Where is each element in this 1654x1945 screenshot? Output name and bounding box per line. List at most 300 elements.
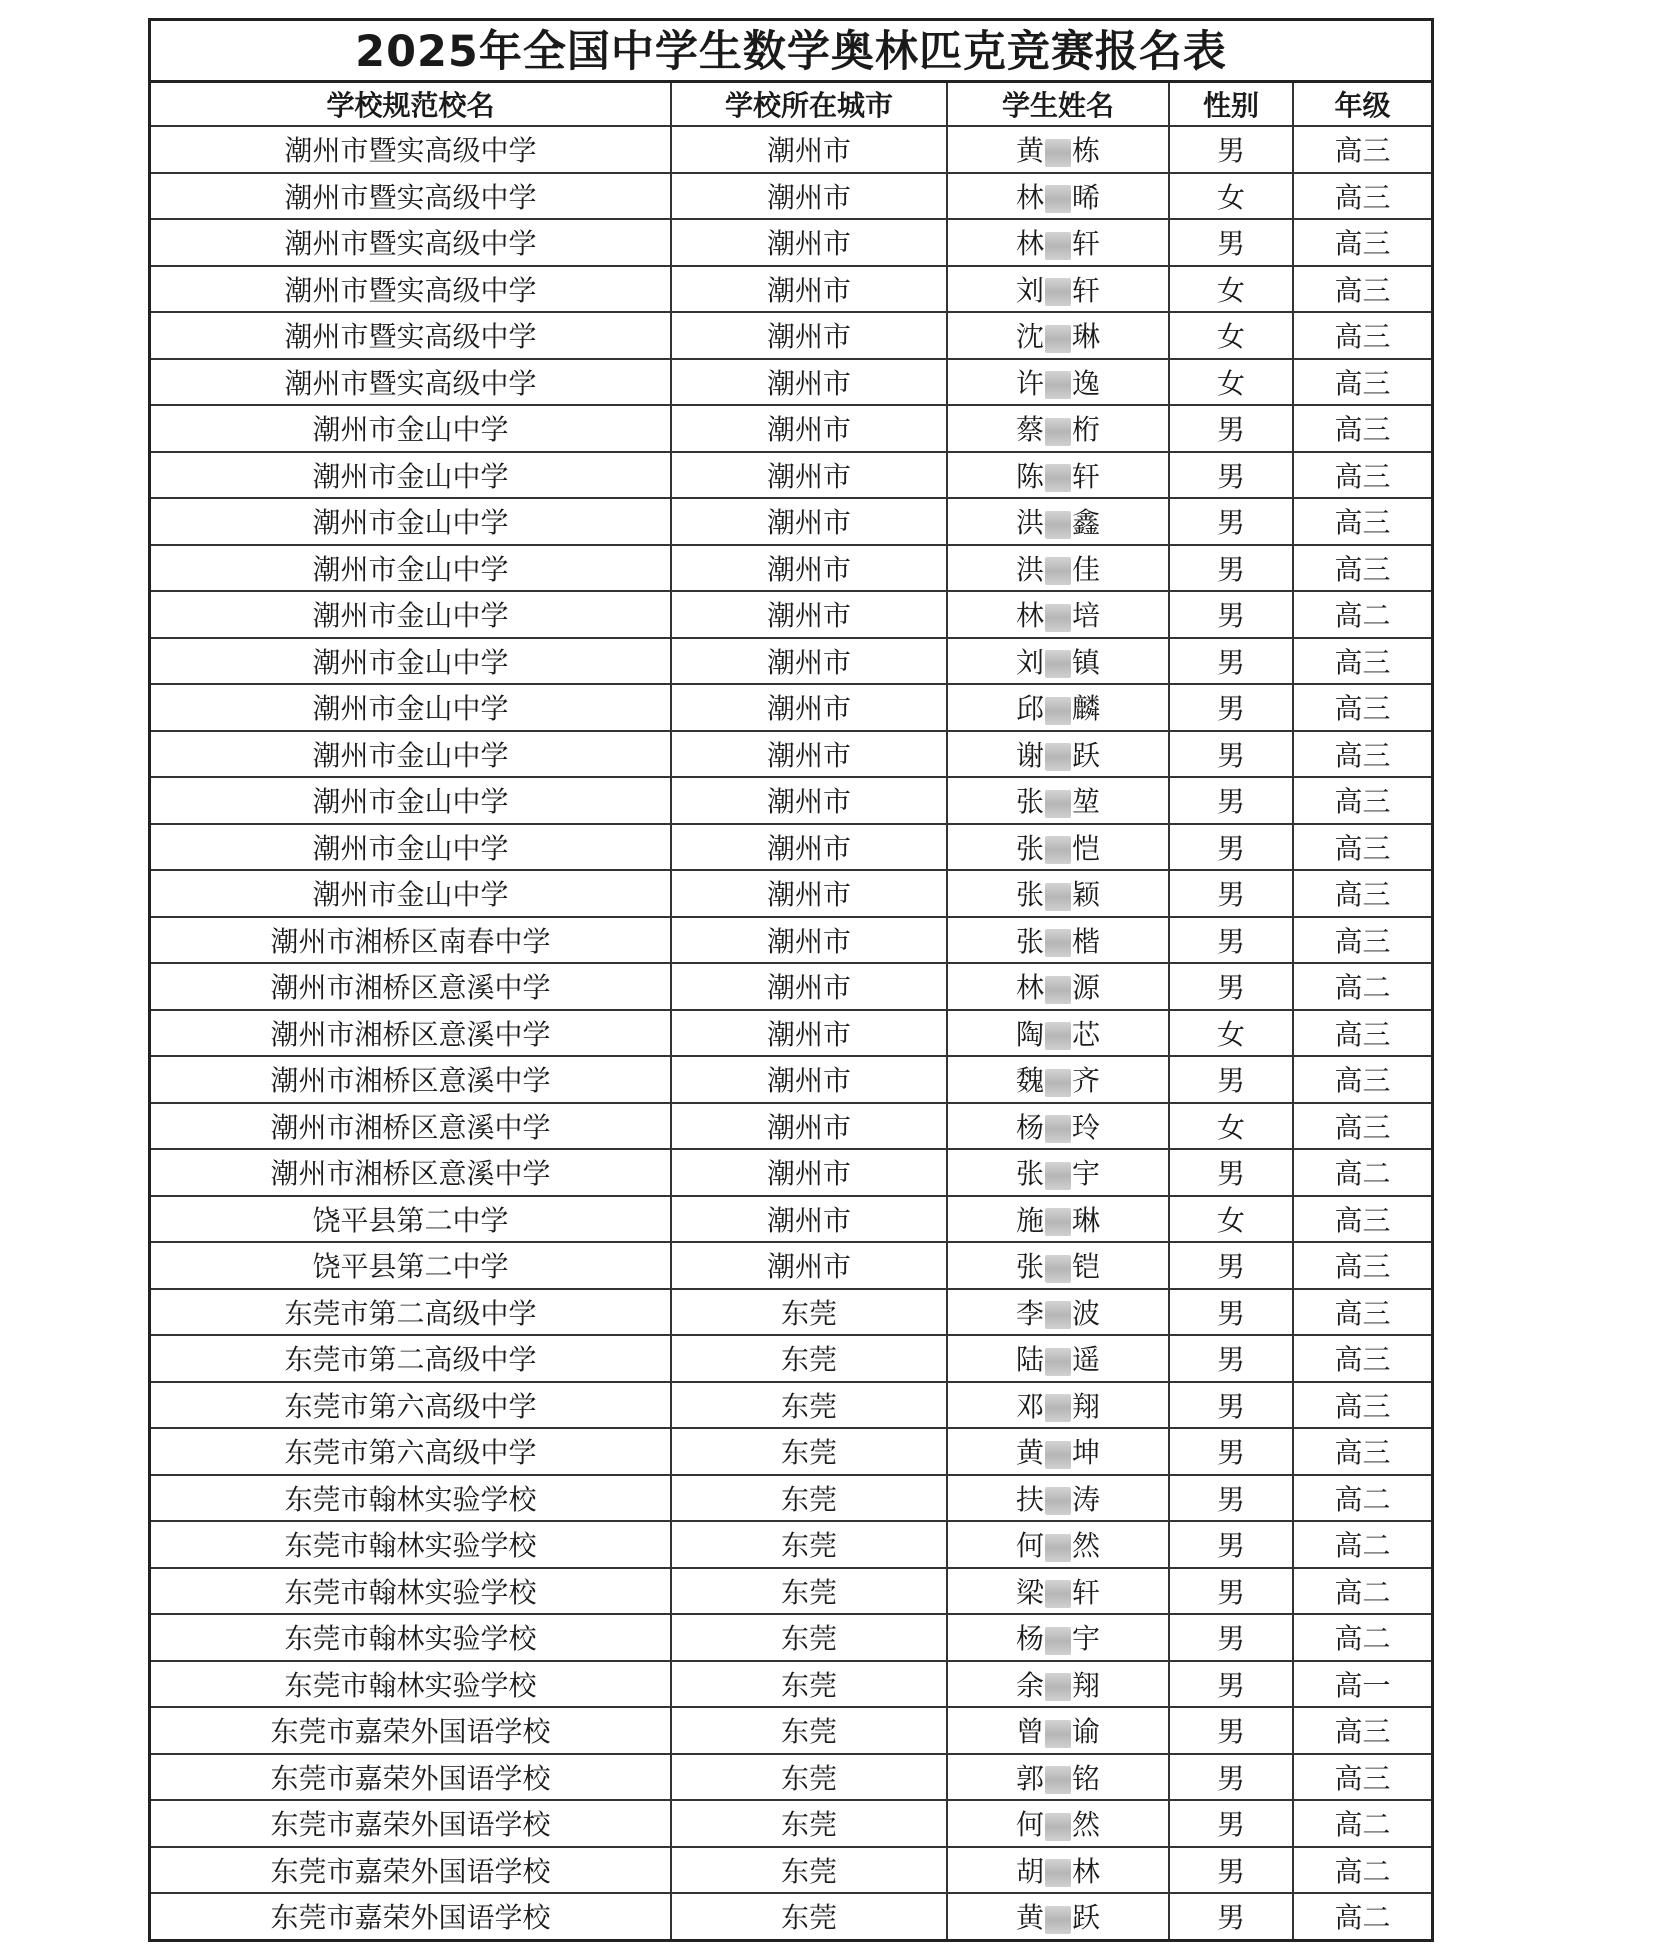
student-given-name: 逸 bbox=[1072, 366, 1101, 400]
grade-cell: 高三 bbox=[1293, 452, 1431, 499]
school-name-cell: 潮州市湘桥区意溪中学 bbox=[151, 1103, 671, 1150]
city-cell: 潮州市 bbox=[671, 545, 947, 592]
table-row bbox=[151, 1661, 1431, 1708]
student-given-name: 镇 bbox=[1072, 645, 1101, 679]
table-row bbox=[151, 1196, 1431, 1243]
table-row bbox=[151, 126, 1431, 173]
table-row bbox=[151, 917, 1431, 964]
redaction-mosaic bbox=[1045, 418, 1071, 446]
redaction-mosaic bbox=[1045, 1906, 1071, 1934]
table-row bbox=[151, 1754, 1431, 1801]
student-name-cell bbox=[947, 219, 1169, 266]
redaction-mosaic bbox=[1045, 557, 1071, 585]
school-name-cell: 东莞市嘉荣外国语学校 bbox=[151, 1707, 671, 1754]
student-surname: 刘 bbox=[1015, 645, 1044, 679]
redaction-mosaic bbox=[1045, 1255, 1071, 1283]
city-cell: 潮州市 bbox=[671, 266, 947, 313]
gender-cell: 男 bbox=[1169, 1707, 1293, 1754]
student-given-name: 铠 bbox=[1072, 1250, 1101, 1284]
student-name-cell bbox=[947, 1056, 1169, 1103]
student-surname: 李 bbox=[1015, 1296, 1044, 1330]
table-row bbox=[151, 266, 1431, 313]
student-given-name: 铭 bbox=[1072, 1761, 1101, 1795]
gender-cell: 男 bbox=[1169, 731, 1293, 778]
grade-cell: 高三 bbox=[1293, 498, 1431, 545]
gender-cell: 男 bbox=[1169, 405, 1293, 452]
grade-cell: 高三 bbox=[1293, 1335, 1431, 1382]
city-cell: 东莞 bbox=[671, 1614, 947, 1661]
city-cell: 潮州市 bbox=[671, 917, 947, 964]
student-name-cell bbox=[947, 266, 1169, 313]
city-cell: 潮州市 bbox=[671, 1010, 947, 1057]
gender-cell: 男 bbox=[1169, 638, 1293, 685]
student-surname: 施 bbox=[1015, 1203, 1044, 1237]
grade-cell: 高三 bbox=[1293, 1707, 1431, 1754]
gender-cell: 男 bbox=[1169, 498, 1293, 545]
grade-cell: 高二 bbox=[1293, 1893, 1431, 1939]
student-surname: 刘 bbox=[1015, 273, 1044, 307]
student-name-cell bbox=[947, 917, 1169, 964]
school-name-cell: 潮州市暨实高级中学 bbox=[151, 173, 671, 220]
column-header-gender: 性别 bbox=[1169, 83, 1293, 126]
redaction-mosaic bbox=[1045, 1115, 1071, 1143]
school-name-cell: 潮州市金山中学 bbox=[151, 731, 671, 778]
student-given-name: 颖 bbox=[1072, 878, 1101, 912]
student-given-name: 佳 bbox=[1072, 552, 1101, 586]
student-given-name: 坤 bbox=[1072, 1436, 1101, 1470]
grade-cell: 高三 bbox=[1293, 731, 1431, 778]
student-surname: 洪 bbox=[1015, 552, 1044, 586]
student-name-cell bbox=[947, 1475, 1169, 1522]
grade-cell: 高一 bbox=[1293, 1661, 1431, 1708]
grade-cell: 高二 bbox=[1293, 591, 1431, 638]
redaction-mosaic bbox=[1045, 1394, 1071, 1422]
gender-cell: 男 bbox=[1169, 1893, 1293, 1939]
student-given-name: 然 bbox=[1072, 1808, 1101, 1842]
school-name-cell: 东莞市嘉荣外国语学校 bbox=[151, 1800, 671, 1847]
grade-cell: 高二 bbox=[1293, 1614, 1431, 1661]
city-cell: 潮州市 bbox=[671, 173, 947, 220]
gender-cell: 男 bbox=[1169, 1847, 1293, 1894]
city-cell: 潮州市 bbox=[671, 498, 947, 545]
grade-cell: 高三 bbox=[1293, 219, 1431, 266]
city-cell: 东莞 bbox=[671, 1893, 947, 1939]
city-cell: 东莞 bbox=[671, 1661, 947, 1708]
city-cell: 东莞 bbox=[671, 1475, 947, 1522]
gender-cell: 男 bbox=[1169, 1149, 1293, 1196]
city-cell: 潮州市 bbox=[671, 359, 947, 406]
redaction-mosaic bbox=[1045, 278, 1071, 306]
table-row bbox=[151, 1382, 1431, 1429]
school-name-cell: 潮州市金山中学 bbox=[151, 684, 671, 731]
student-name-cell bbox=[947, 1707, 1169, 1754]
redaction-mosaic bbox=[1045, 371, 1071, 399]
grade-cell: 高二 bbox=[1293, 963, 1431, 1010]
registration-form bbox=[148, 18, 1434, 1942]
table-row bbox=[151, 1707, 1431, 1754]
gender-cell: 女 bbox=[1169, 1103, 1293, 1150]
city-cell: 潮州市 bbox=[671, 1242, 947, 1289]
gender-cell: 男 bbox=[1169, 684, 1293, 731]
table-row bbox=[151, 1289, 1431, 1336]
city-cell: 东莞 bbox=[671, 1800, 947, 1847]
gender-cell: 男 bbox=[1169, 1382, 1293, 1429]
city-cell: 潮州市 bbox=[671, 312, 947, 359]
school-name-cell: 潮州市湘桥区意溪中学 bbox=[151, 1056, 671, 1103]
student-surname: 张 bbox=[1015, 878, 1044, 912]
table-row bbox=[151, 1428, 1431, 1475]
redaction-mosaic bbox=[1045, 1162, 1071, 1190]
student-given-name: 玲 bbox=[1072, 1110, 1101, 1144]
school-name-cell: 潮州市暨实高级中学 bbox=[151, 312, 671, 359]
gender-cell: 男 bbox=[1169, 870, 1293, 917]
grade-cell: 高三 bbox=[1293, 1754, 1431, 1801]
school-name-cell: 东莞市嘉荣外国语学校 bbox=[151, 1847, 671, 1894]
student-name-cell bbox=[947, 312, 1169, 359]
student-surname: 陆 bbox=[1015, 1343, 1044, 1377]
table-row bbox=[151, 1847, 1431, 1894]
redaction-mosaic bbox=[1045, 1441, 1071, 1469]
student-surname: 蔡 bbox=[1015, 413, 1044, 447]
student-given-name: 麟 bbox=[1072, 692, 1101, 726]
redaction-mosaic bbox=[1045, 1208, 1071, 1236]
student-surname: 洪 bbox=[1015, 506, 1044, 540]
school-name-cell: 潮州市暨实高级中学 bbox=[151, 266, 671, 313]
student-name-cell bbox=[947, 1614, 1169, 1661]
city-cell: 东莞 bbox=[671, 1335, 947, 1382]
city-cell: 潮州市 bbox=[671, 219, 947, 266]
city-cell: 潮州市 bbox=[671, 777, 947, 824]
student-given-name: 林 bbox=[1072, 1854, 1101, 1888]
city-cell: 潮州市 bbox=[671, 1149, 947, 1196]
student-name-cell bbox=[947, 498, 1169, 545]
grade-cell: 高三 bbox=[1293, 638, 1431, 685]
gender-cell: 男 bbox=[1169, 1568, 1293, 1615]
student-name-cell bbox=[947, 1521, 1169, 1568]
gender-cell: 男 bbox=[1169, 1661, 1293, 1708]
redaction-mosaic bbox=[1045, 1813, 1071, 1841]
grade-cell: 高三 bbox=[1293, 405, 1431, 452]
table-row bbox=[151, 1521, 1431, 1568]
student-given-name: 谕 bbox=[1072, 1715, 1101, 1749]
school-name-cell: 潮州市金山中学 bbox=[151, 545, 671, 592]
student-name-cell bbox=[947, 1893, 1169, 1939]
student-given-name: 恺 bbox=[1072, 831, 1101, 865]
column-header-school: 学校规范校名 bbox=[151, 83, 671, 126]
table-row bbox=[151, 1010, 1431, 1057]
student-name-cell bbox=[947, 591, 1169, 638]
column-header-grade: 年级 bbox=[1293, 83, 1431, 126]
table-row bbox=[151, 1568, 1431, 1615]
redaction-mosaic bbox=[1045, 1627, 1071, 1655]
grade-cell: 高三 bbox=[1293, 312, 1431, 359]
grade-cell: 高三 bbox=[1293, 1382, 1431, 1429]
table-row bbox=[151, 1103, 1431, 1150]
redaction-mosaic bbox=[1045, 1580, 1071, 1608]
gender-cell: 男 bbox=[1169, 1289, 1293, 1336]
student-name-cell bbox=[947, 638, 1169, 685]
table-row bbox=[151, 731, 1431, 778]
grade-cell: 高二 bbox=[1293, 1847, 1431, 1894]
grade-cell: 高三 bbox=[1293, 545, 1431, 592]
school-name-cell: 潮州市金山中学 bbox=[151, 498, 671, 545]
city-cell: 潮州市 bbox=[671, 126, 947, 173]
student-name-cell bbox=[947, 1382, 1169, 1429]
table-row bbox=[151, 638, 1431, 685]
grade-cell: 高三 bbox=[1293, 126, 1431, 173]
school-name-cell: 潮州市金山中学 bbox=[151, 405, 671, 452]
student-given-name: 楷 bbox=[1072, 924, 1101, 958]
table-row bbox=[151, 1149, 1431, 1196]
student-name-cell bbox=[947, 359, 1169, 406]
city-cell: 东莞 bbox=[671, 1521, 947, 1568]
registration-table bbox=[151, 83, 1431, 1939]
city-cell: 东莞 bbox=[671, 1568, 947, 1615]
student-surname: 曾 bbox=[1015, 1715, 1044, 1749]
gender-cell: 男 bbox=[1169, 591, 1293, 638]
redaction-mosaic bbox=[1045, 836, 1071, 864]
table-row bbox=[151, 1614, 1431, 1661]
student-name-cell bbox=[947, 452, 1169, 499]
student-surname: 陈 bbox=[1015, 459, 1044, 493]
school-name-cell: 潮州市金山中学 bbox=[151, 824, 671, 871]
redaction-mosaic bbox=[1045, 1859, 1071, 1887]
school-name-cell: 潮州市金山中学 bbox=[151, 591, 671, 638]
student-surname: 何 bbox=[1015, 1529, 1044, 1563]
gender-cell: 男 bbox=[1169, 1335, 1293, 1382]
student-surname: 黄 bbox=[1015, 1436, 1044, 1470]
student-name-cell bbox=[947, 1196, 1169, 1243]
table-row bbox=[151, 870, 1431, 917]
table-row bbox=[151, 1893, 1431, 1939]
grade-cell: 高二 bbox=[1293, 1521, 1431, 1568]
student-surname: 邓 bbox=[1015, 1389, 1044, 1423]
city-cell: 潮州市 bbox=[671, 824, 947, 871]
grade-cell: 高二 bbox=[1293, 1475, 1431, 1522]
student-surname: 胡 bbox=[1015, 1854, 1044, 1888]
student-name-cell bbox=[947, 173, 1169, 220]
table-row bbox=[151, 777, 1431, 824]
grade-cell: 高三 bbox=[1293, 870, 1431, 917]
gender-cell: 男 bbox=[1169, 126, 1293, 173]
school-name-cell: 东莞市第六高级中学 bbox=[151, 1428, 671, 1475]
gender-cell: 女 bbox=[1169, 312, 1293, 359]
redaction-mosaic bbox=[1045, 139, 1071, 167]
city-cell: 东莞 bbox=[671, 1754, 947, 1801]
table-row bbox=[151, 359, 1431, 406]
city-cell: 东莞 bbox=[671, 1289, 947, 1336]
column-header-city: 学校所在城市 bbox=[671, 83, 947, 126]
gender-cell: 男 bbox=[1169, 545, 1293, 592]
student-given-name: 源 bbox=[1072, 971, 1101, 1005]
table-row bbox=[151, 1800, 1431, 1847]
redaction-mosaic bbox=[1045, 1022, 1071, 1050]
student-surname: 黄 bbox=[1015, 1901, 1044, 1935]
student-name-cell bbox=[947, 1103, 1169, 1150]
gender-cell: 女 bbox=[1169, 1196, 1293, 1243]
city-cell: 潮州市 bbox=[671, 1196, 947, 1243]
gender-cell: 女 bbox=[1169, 359, 1293, 406]
student-name-cell bbox=[947, 1847, 1169, 1894]
redaction-mosaic bbox=[1045, 185, 1071, 213]
gender-cell: 男 bbox=[1169, 963, 1293, 1010]
table-body bbox=[151, 126, 1431, 1939]
gender-cell: 男 bbox=[1169, 1614, 1293, 1661]
student-name-cell bbox=[947, 1428, 1169, 1475]
city-cell: 潮州市 bbox=[671, 591, 947, 638]
student-given-name: 遥 bbox=[1072, 1343, 1101, 1377]
student-name-cell bbox=[947, 1010, 1169, 1057]
redaction-mosaic bbox=[1045, 697, 1071, 725]
redaction-mosaic bbox=[1045, 976, 1071, 1004]
city-cell: 潮州市 bbox=[671, 1103, 947, 1150]
school-name-cell: 东莞市第二高级中学 bbox=[151, 1289, 671, 1336]
redaction-mosaic bbox=[1045, 232, 1071, 260]
student-surname: 陶 bbox=[1015, 1017, 1044, 1051]
grade-cell: 高三 bbox=[1293, 1010, 1431, 1057]
student-surname: 杨 bbox=[1015, 1110, 1044, 1144]
gender-cell: 男 bbox=[1169, 777, 1293, 824]
redaction-mosaic bbox=[1045, 325, 1071, 353]
table-row bbox=[151, 1335, 1431, 1382]
student-given-name: 琳 bbox=[1072, 1203, 1101, 1237]
grade-cell: 高二 bbox=[1293, 1800, 1431, 1847]
gender-cell: 男 bbox=[1169, 1521, 1293, 1568]
table-row bbox=[151, 405, 1431, 452]
school-name-cell: 潮州市金山中学 bbox=[151, 452, 671, 499]
grade-cell: 高三 bbox=[1293, 1196, 1431, 1243]
student-surname: 杨 bbox=[1015, 1622, 1044, 1656]
student-surname: 林 bbox=[1015, 599, 1044, 633]
student-name-cell bbox=[947, 824, 1169, 871]
student-name-cell bbox=[947, 1800, 1169, 1847]
student-name-cell bbox=[947, 126, 1169, 173]
student-given-name: 翔 bbox=[1072, 1389, 1101, 1423]
student-name-cell bbox=[947, 1149, 1169, 1196]
grade-cell: 高三 bbox=[1293, 684, 1431, 731]
school-name-cell: 东莞市翰林实验学校 bbox=[151, 1568, 671, 1615]
school-name-cell: 东莞市嘉荣外国语学校 bbox=[151, 1754, 671, 1801]
school-name-cell: 饶平县第二中学 bbox=[151, 1196, 671, 1243]
grade-cell: 高三 bbox=[1293, 824, 1431, 871]
redaction-mosaic bbox=[1045, 1348, 1071, 1376]
table-row bbox=[151, 452, 1431, 499]
student-surname: 邱 bbox=[1015, 692, 1044, 726]
grade-cell: 高三 bbox=[1293, 1056, 1431, 1103]
grade-cell: 高三 bbox=[1293, 1242, 1431, 1289]
city-cell: 潮州市 bbox=[671, 963, 947, 1010]
school-name-cell: 东莞市翰林实验学校 bbox=[151, 1521, 671, 1568]
redaction-mosaic bbox=[1045, 511, 1071, 539]
student-name-cell bbox=[947, 777, 1169, 824]
student-surname: 许 bbox=[1015, 366, 1044, 400]
table-row bbox=[151, 1475, 1431, 1522]
header-row bbox=[151, 83, 1431, 126]
school-name-cell: 潮州市湘桥区意溪中学 bbox=[151, 963, 671, 1010]
student-surname: 魏 bbox=[1015, 1064, 1044, 1098]
city-cell: 潮州市 bbox=[671, 638, 947, 685]
student-surname: 张 bbox=[1015, 924, 1044, 958]
table-row bbox=[151, 545, 1431, 592]
student-name-cell bbox=[947, 1568, 1169, 1615]
student-given-name: 栋 bbox=[1072, 134, 1101, 168]
student-given-name: 堃 bbox=[1072, 785, 1101, 819]
student-given-name: 轩 bbox=[1072, 459, 1101, 493]
gender-cell: 男 bbox=[1169, 1754, 1293, 1801]
redaction-mosaic bbox=[1045, 464, 1071, 492]
student-name-cell bbox=[947, 1754, 1169, 1801]
student-surname: 黄 bbox=[1015, 134, 1044, 168]
grade-cell: 高三 bbox=[1293, 266, 1431, 313]
grade-cell: 高三 bbox=[1293, 359, 1431, 406]
city-cell: 东莞 bbox=[671, 1707, 947, 1754]
student-name-cell bbox=[947, 731, 1169, 778]
gender-cell: 女 bbox=[1169, 173, 1293, 220]
redaction-mosaic bbox=[1045, 929, 1071, 957]
gender-cell: 男 bbox=[1169, 1056, 1293, 1103]
grade-cell: 高三 bbox=[1293, 1289, 1431, 1336]
city-cell: 潮州市 bbox=[671, 1056, 947, 1103]
student-name-cell bbox=[947, 684, 1169, 731]
student-surname: 张 bbox=[1015, 1250, 1044, 1284]
table-row bbox=[151, 824, 1431, 871]
student-given-name: 跃 bbox=[1072, 738, 1101, 772]
student-surname: 扶 bbox=[1015, 1482, 1044, 1516]
gender-cell: 男 bbox=[1169, 1428, 1293, 1475]
grade-cell: 高三 bbox=[1293, 1103, 1431, 1150]
city-cell: 潮州市 bbox=[671, 452, 947, 499]
student-given-name: 培 bbox=[1072, 599, 1101, 633]
redaction-mosaic bbox=[1045, 743, 1071, 771]
table-row bbox=[151, 219, 1431, 266]
gender-cell: 男 bbox=[1169, 1800, 1293, 1847]
table-row bbox=[151, 1056, 1431, 1103]
student-name-cell bbox=[947, 963, 1169, 1010]
student-name-cell bbox=[947, 1335, 1169, 1382]
table-row bbox=[151, 173, 1431, 220]
school-name-cell: 潮州市暨实高级中学 bbox=[151, 126, 671, 173]
redaction-mosaic bbox=[1045, 883, 1071, 911]
school-name-cell: 潮州市金山中学 bbox=[151, 870, 671, 917]
student-name-cell bbox=[947, 1289, 1169, 1336]
school-name-cell: 东莞市翰林实验学校 bbox=[151, 1661, 671, 1708]
student-surname: 林 bbox=[1015, 971, 1044, 1005]
student-surname: 余 bbox=[1015, 1668, 1044, 1702]
redaction-mosaic bbox=[1045, 1069, 1071, 1097]
student-name-cell bbox=[947, 405, 1169, 452]
grade-cell: 高三 bbox=[1293, 777, 1431, 824]
school-name-cell: 东莞市嘉荣外国语学校 bbox=[151, 1893, 671, 1939]
school-name-cell: 潮州市湘桥区南春中学 bbox=[151, 917, 671, 964]
student-name-cell bbox=[947, 870, 1169, 917]
student-surname: 郭 bbox=[1015, 1761, 1044, 1795]
school-name-cell: 潮州市暨实高级中学 bbox=[151, 359, 671, 406]
city-cell: 东莞 bbox=[671, 1428, 947, 1475]
student-name-cell bbox=[947, 1661, 1169, 1708]
school-name-cell: 饶平县第二中学 bbox=[151, 1242, 671, 1289]
school-name-cell: 潮州市暨实高级中学 bbox=[151, 219, 671, 266]
student-name-cell bbox=[947, 545, 1169, 592]
gender-cell: 男 bbox=[1169, 824, 1293, 871]
school-name-cell: 潮州市金山中学 bbox=[151, 777, 671, 824]
student-surname: 张 bbox=[1015, 785, 1044, 819]
student-surname: 张 bbox=[1015, 831, 1044, 865]
redaction-mosaic bbox=[1045, 1534, 1071, 1562]
city-cell: 潮州市 bbox=[671, 405, 947, 452]
gender-cell: 男 bbox=[1169, 219, 1293, 266]
redaction-mosaic bbox=[1045, 1720, 1071, 1748]
table-row bbox=[151, 684, 1431, 731]
